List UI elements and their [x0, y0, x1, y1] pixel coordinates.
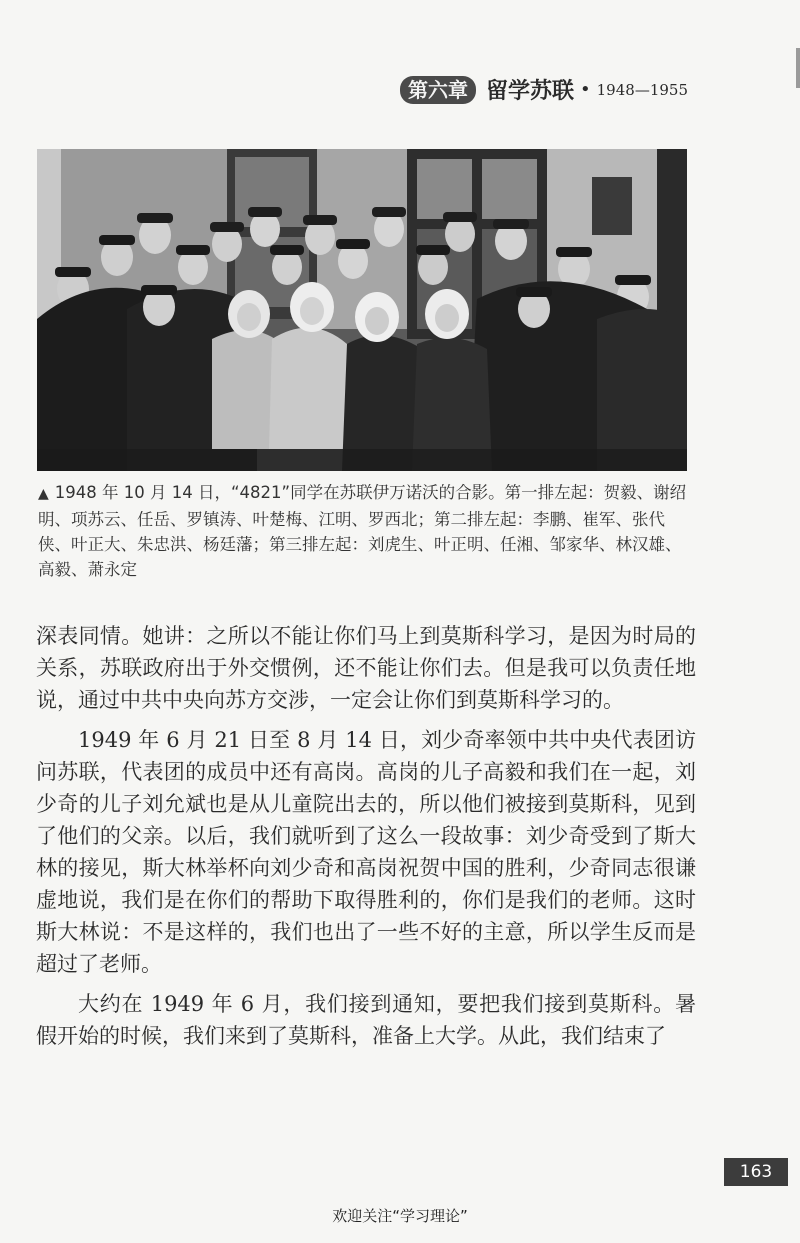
- caption-text: 1948 年 10 月 14 日，“4821”同学在苏联伊万诺沃的合影。第一排左起：贺毅、谢绍明、项苏云、任岳、罗镇涛、叶楚梅、江明、罗西北；第二排左起：李鹏、崔军、张代侠、叶正大、朱忠洪、杨廷藩；第三排左起：刘虎生、叶正明、任湘、邹家华、林汉雄、高毅、萧永定: [38, 483, 687, 579]
- page-number: 163: [724, 1158, 788, 1186]
- paragraph-3: 大约在 1949 年 6 月，我们接到通知，要把我们接到莫斯科。暑假开始的时候，我们来到了莫斯科，准备上大学。从此，我们结束了: [36, 992, 696, 1048]
- body-text: [36, 620, 696, 1060]
- chapter-badge: 第六章: [400, 76, 476, 104]
- paragraph-1: 深表同情。她讲：之所以不能让你们马上到莫斯科学习，是因为时局的关系，苏联政府出于外交惯例，还不能让你们去。但是我可以负责任地说，通过中共中央向苏方交涉，一定会让你们到莫斯科学习的。: [36, 624, 696, 712]
- chapter-header: [400, 74, 688, 105]
- chapter-years: 1948—1955: [596, 80, 688, 99]
- page-edge-mark: [796, 48, 800, 88]
- paragraph-2: 1949 年 6 月 21 日至 8 月 14 日，刘少奇率领中共中央代表团访问苏联，代表团的成员中还有高岗。高岗的儿子高毅和我们在一起，刘少奇的儿子刘允斌也是从儿童院出去的，所以他们被接到莫斯科，见到了他们的父亲。以后，我们就听到了这么一段故事：刘少奇受到了斯大林的接见，斯大林举杯向刘少奇和高岗祝贺中国的胜利，少奇同志很谦虚地说，我们是在你们的帮助下取得胜利的，你们是我们的老师。这时斯大林说：不是这样的，我们也出了一些不好的主意，所以学生反而是超过了老师。: [36, 728, 696, 976]
- caption-triangle-icon: ▲: [38, 486, 49, 502]
- footer-text: 欢迎关注“学习理论”: [332, 1207, 468, 1225]
- chapter-title: 留学苏联: [486, 78, 575, 104]
- photo-caption: [38, 480, 688, 582]
- group-photo: [37, 149, 687, 471]
- header-separator: •: [580, 79, 591, 100]
